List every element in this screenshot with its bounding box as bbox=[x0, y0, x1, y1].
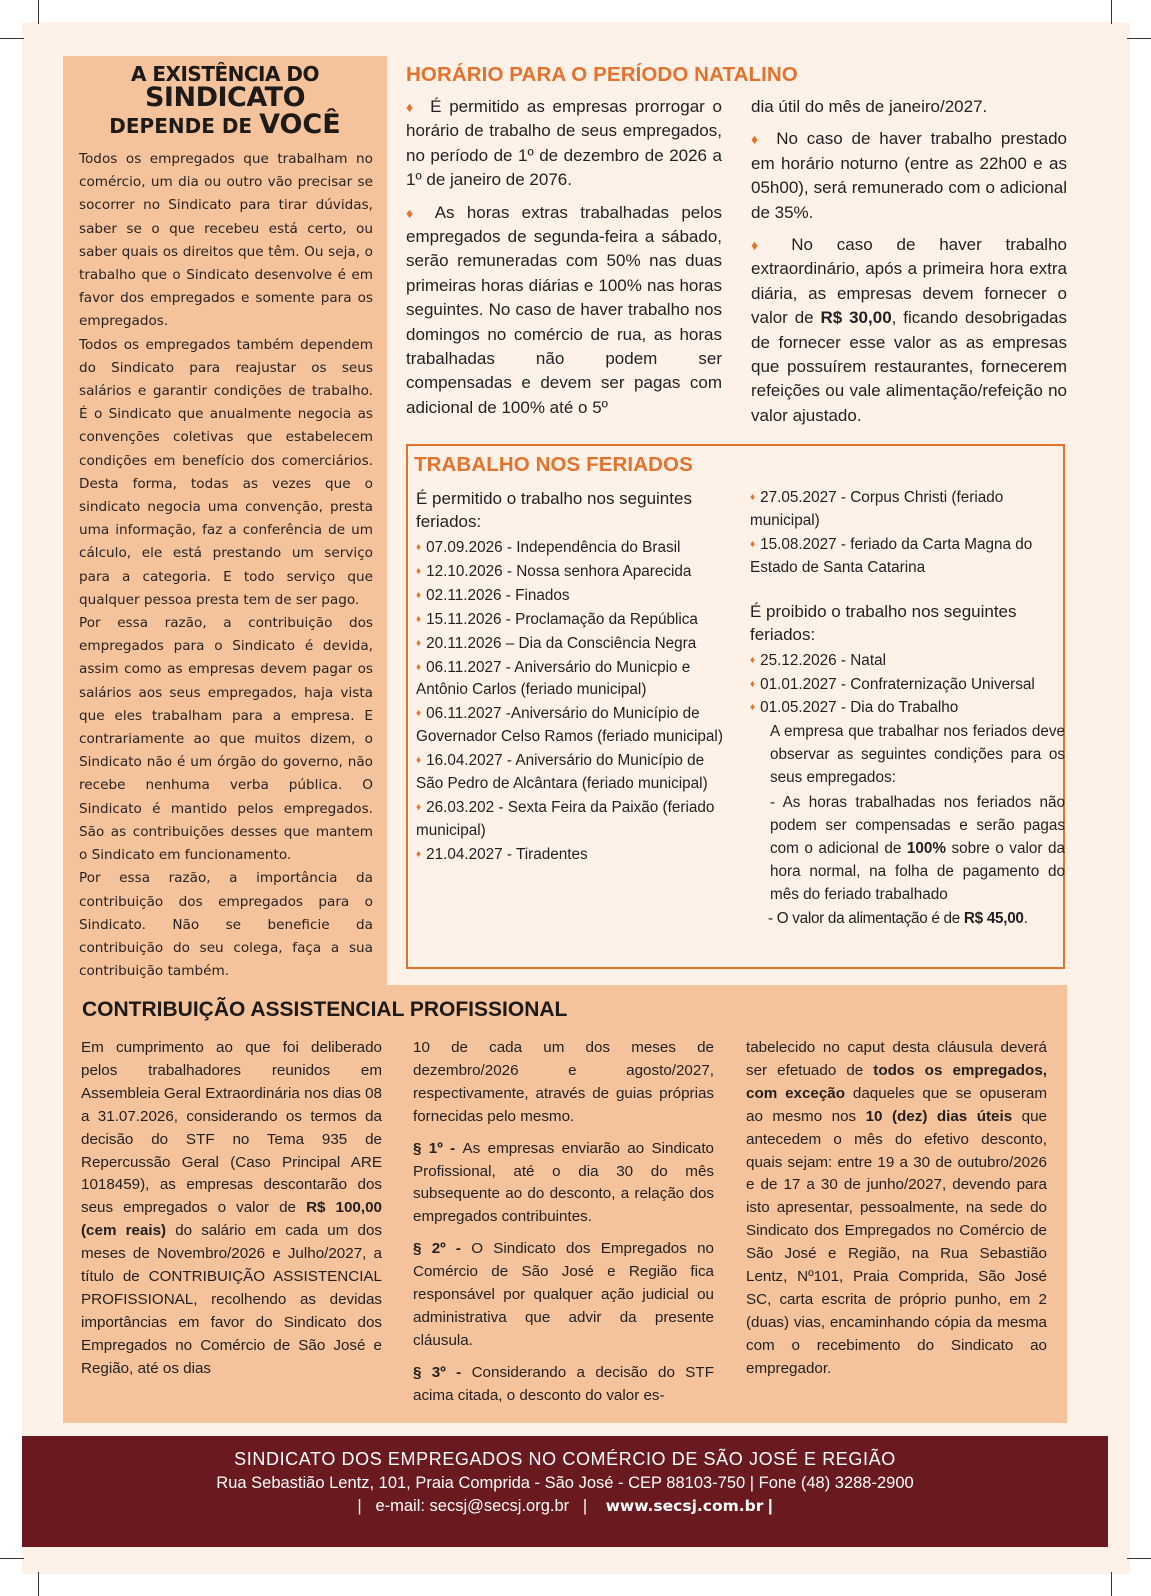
natalino-p4 bbox=[751, 233, 1067, 428]
paragraph-s3 bbox=[413, 1362, 714, 1408]
text: daqueles que se opuseram ao mesmo nos bbox=[746, 1084, 1048, 1125]
text: que antecedem o mês do efetivo desconto, quais sejam: entre 19 a 30 de outubro/2026 e de 17 a 30 de junho/2027, devendo para isto apresentar, pessoalmente, na sede do Sindicato dos Empregados no Comércio de São José e Região, na Rua Sebastião Lentz, Nº101, Praia Comprida, São José SC, carta escrita de próprio punho, em 2 (duas) vias, encaminhando cópia da mesma com o recebimento do Sindicato ao empregador. bbox=[746, 1107, 1047, 1377]
diamond-bullet-icon: ♦ bbox=[750, 678, 756, 690]
feriados-column-2 bbox=[750, 487, 1065, 931]
holiday-text: 25.12.2026 - Natal bbox=[760, 651, 886, 669]
title-part: VOCÊ bbox=[259, 109, 341, 140]
holiday-text: 07.09.2026 - Independência do Brasil bbox=[426, 539, 681, 556]
holiday-item bbox=[416, 844, 726, 867]
title-line-2 bbox=[63, 111, 387, 138]
crop-mark bbox=[0, 38, 24, 39]
value: 100% bbox=[906, 839, 946, 857]
natalino-p3 bbox=[751, 127, 1067, 225]
permitted-intro: É permitido o trabalho nos seguintes feriados: bbox=[416, 489, 692, 531]
diamond-bullet-icon: ♦ bbox=[406, 204, 421, 221]
title-part: A EXISTÊNCIA DO bbox=[130, 62, 320, 86]
text: É permitido as empresas prorrogar o horário de trabalho de seus empregados, no período de 1º de dezembro de 2026 a 1º de janeiro de 2076. bbox=[406, 97, 722, 190]
prohibited-intro: É proibido o trabalho nos seguintes feriados: bbox=[750, 601, 1017, 644]
contribuicao-column-1 bbox=[81, 1037, 382, 1390]
crop-mark bbox=[1111, 1572, 1112, 1596]
separator: | bbox=[582, 1497, 588, 1515]
sindicato-body bbox=[79, 148, 373, 983]
diamond-bullet-icon: ♦ bbox=[416, 565, 422, 577]
crop-mark bbox=[1127, 38, 1151, 39]
text: Considerando a decisão do STF acima citada, o desconto do valor es- bbox=[413, 1363, 714, 1404]
diamond-bullet-icon: ♦ bbox=[750, 492, 756, 503]
holiday-item bbox=[416, 537, 726, 560]
text: do salário em cada um dos meses de Novembro/2026 e Julho/2027, a título de CONTRIBUIÇÃO ASSISTENCIAL PROFISSIONAL, recolhendo as devidas importâncias em favor do Sindicato dos Empregados no Comércio de São José e Região, até os dias bbox=[81, 1222, 382, 1377]
paragraph: 10 de cada um dos meses de dezembro/2026 e agosto/2027, respectivamente, através de guias próprias fornecidas pelo mesmo. bbox=[413, 1039, 714, 1125]
holiday-text: 01.01.2027 - Confraternização Universal bbox=[760, 675, 1035, 693]
section-label: § 2º - bbox=[413, 1240, 472, 1258]
text: - O valor da alimentação é de bbox=[768, 909, 964, 927]
permitted-list-continued bbox=[750, 487, 1065, 580]
text: , ficando desobrigadas de fornecer esse valor as as empresas que possuírem restaurantes, fornecerem refeições ou vale alimentação/refeição no valor ajustado. bbox=[751, 308, 1068, 425]
holiday-text: 26.03.202 - Sexta Feira da Paixão (feriado municipal) bbox=[416, 798, 715, 839]
holiday-item bbox=[750, 534, 1065, 580]
text: . bbox=[1023, 909, 1028, 927]
separator: | bbox=[357, 1497, 362, 1515]
feriados-heading: TRABALHO NOS FERIADOS bbox=[414, 453, 693, 476]
crop-mark bbox=[1127, 1558, 1151, 1559]
section-label: § 3º - bbox=[413, 1363, 472, 1381]
contribuicao-heading: CONTRIBUIÇÃO ASSISTENCIAL PROFISSIONAL bbox=[82, 998, 568, 1021]
title-part: DEPENDE DE bbox=[109, 114, 260, 138]
text: sobre o valor da hora normal, na folha de pagamento do mês do feriado trabalhado bbox=[770, 839, 1065, 903]
value: 10 (dez) dias úteis bbox=[865, 1107, 1013, 1125]
text: As empresas enviarão ao Sindicato Profissional, até o dia 30 do mês subsequente ao do desconto, a relação dos empregados contribuintes. bbox=[413, 1139, 714, 1226]
paragraph: Todos os empregados que trabalham no comércio, um dia ou outro vão precisar se socorrer no Sindicato para tirar dúvidas, saber se o que recebeu está certo, ou saber quais os direitos que têm. Ou seja, o trabalho que o Sindicato desenvolve é em favor dos empregados e somente para os empregados. bbox=[79, 151, 373, 330]
text: - As horas trabalhadas nos feriados não podem ser compensadas e serão pagas com o adicional de bbox=[770, 794, 1065, 857]
contribuicao-column-2 bbox=[413, 1037, 714, 1417]
sindicato-panel bbox=[63, 56, 387, 990]
holiday-item bbox=[750, 650, 1065, 673]
holiday-item bbox=[416, 609, 726, 632]
holiday-text: 16.04.2027 - Aniversário do Município de São Pedro de Alcântara (feriado municipal) bbox=[416, 752, 708, 793]
diamond-bullet-icon: ♦ bbox=[406, 99, 417, 115]
footer-org-name: SINDICATO DOS EMPREGADOS NO COMÉRCIO DE SÃO JOSÉ E REGIÃO bbox=[234, 1449, 896, 1469]
holiday-item bbox=[416, 750, 726, 796]
footer bbox=[22, 1436, 1108, 1547]
paragraph bbox=[81, 1037, 382, 1381]
diamond-bullet-icon: ♦ bbox=[751, 237, 778, 254]
holiday-item bbox=[416, 585, 726, 608]
crop-mark bbox=[1111, 0, 1112, 24]
paragraph-s2 bbox=[413, 1238, 714, 1353]
diamond-bullet-icon: ♦ bbox=[416, 661, 422, 673]
footer-website-link[interactable]: www.secsj.com.br bbox=[605, 1497, 764, 1515]
diamond-bullet-icon: ♦ bbox=[750, 538, 756, 550]
diamond-bullet-icon: ♦ bbox=[416, 848, 422, 860]
text: O Sindicato dos Empregados no Comércio de São José e Região fica responsável por qualquer ação judicial ou administrativa que advir da presente cláusula. bbox=[413, 1240, 714, 1349]
value: todos os empregados, com exceção bbox=[746, 1061, 1047, 1102]
condition-1 bbox=[770, 792, 1065, 907]
value: R$ 30,00 bbox=[820, 308, 892, 328]
holiday-text: 15.08.2027 - feriado da Carta Magna do Estado de Santa Catarina bbox=[750, 535, 1033, 576]
diamond-bullet-icon: ♦ bbox=[416, 613, 422, 625]
holiday-text: 01.05.2027 - Dia do Trabalho bbox=[760, 699, 959, 717]
paragraph-s1 bbox=[413, 1138, 714, 1230]
text: As horas extras trabalhadas pelos empregados de segunda-feira a sábado, serão remuneradas com 50% nas duas primeiras horas diárias e 100% nas horas seguintes. No caso de haver trabalho nos domingos no comércio de rua, as horas trabalhadas não podem ser compensadas e devem ser pagas com adicional de 100% até o 5º bbox=[406, 202, 722, 417]
title-part: SINDICATO bbox=[144, 82, 306, 113]
title-line-1 bbox=[63, 64, 387, 111]
footer-email-link[interactable]: e-mail: secsj@secsj.org.br bbox=[375, 1497, 570, 1515]
holiday-item bbox=[416, 633, 726, 656]
permitted-list bbox=[416, 537, 726, 867]
holiday-text: 02.11.2026 - Finados bbox=[426, 586, 570, 604]
value: R$ 100,00 (cem reais) bbox=[81, 1199, 382, 1240]
holiday-text: 27.05.2027 - Corpus Christi (feriado municipal) bbox=[750, 489, 1004, 529]
paragraph: Por essa razão, a importância da contribuição dos empregados para o Sindicato. Não se beneficie da contribuição do seu colega, faça a sua contribuição também. bbox=[79, 870, 373, 980]
text: tabelecido no caput desta cláusula deverá ser efetuado de bbox=[746, 1039, 1047, 1079]
diamond-bullet-icon: ♦ bbox=[750, 654, 756, 666]
footer-contact bbox=[22, 1497, 1108, 1516]
natalino-heading: HORÁRIO PARA O PERÍODO NATALINO bbox=[406, 63, 798, 86]
conditions-intro: A empresa que trabalhar nos feriados deve observar as seguintes condições para os seus empregados: bbox=[770, 723, 1065, 787]
holiday-item bbox=[750, 697, 1065, 720]
text: Em cumprimento ao que foi deliberado pelos trabalhadores reunidos em Assembleia Geral Extraordinária nos dias 08 a 31.07.2026, considerando os termos da decisão do STF no Tema 935 de Repercussão Geral (Caso Principal ARE 1018459), as empresas descontarão dos seus empregados o valor de bbox=[81, 1039, 382, 1217]
paragraph: Todos os empregados também dependem do Sindicato para reajustar os seus salários e garantir condições de trabalho. É o Sindicato que anualmente negocia as convenções coletivas que estabelecem condições em benefício dos comerciários. Desta forma, todas as vezes que o sindicato negocia uma convenção, presta uma informação, faz a conferência de um cálculo, ele está prestando um serviço para a categoria. E todo serviço que qualquer pessoa presta tem de ser pago. bbox=[79, 336, 373, 608]
holiday-text: 12.10.2026 - Nossa senhora Aparecida bbox=[426, 562, 692, 580]
diamond-bullet-icon: ♦ bbox=[416, 589, 422, 601]
crop-mark bbox=[38, 1572, 39, 1596]
text: No caso de haver trabalho extraordinário, após a primeira hora extra diária, as empresas devem fornecer o valor de bbox=[751, 235, 1067, 328]
natalino-p1 bbox=[406, 95, 722, 193]
section-label: § 1º - bbox=[413, 1139, 463, 1157]
natalino-p2-cont: dia útil do mês de janeiro/2027. bbox=[751, 97, 988, 116]
feriados-column-1 bbox=[416, 487, 726, 868]
diamond-bullet-icon: ♦ bbox=[416, 708, 422, 720]
holiday-text: 20.11.2026 – Dia da Consciência Negra bbox=[426, 634, 697, 652]
holiday-item bbox=[750, 487, 1065, 533]
contribuicao-column-3 bbox=[746, 1037, 1047, 1390]
holiday-item bbox=[416, 703, 726, 749]
value: R$ 45,00 bbox=[963, 909, 1024, 927]
diamond-bullet-icon: ♦ bbox=[416, 755, 422, 767]
paragraph: Por essa razão, a contribuição dos empregados para o Sindicato é devida, assim como as empresas devem pagar os salários aos seus empregados, haja vista que eles trabalham para a empresa. E contrariamente ao que muitos dizem, o Sindicato não é um órgão do governo, não recebe nenhuma verba pública. O Sindicato é mantido pelos empregados. São as contribuições desses que mantem o Sindicato em funcionamento. bbox=[79, 615, 373, 864]
sindicato-title bbox=[63, 64, 387, 138]
diamond-bullet-icon: ♦ bbox=[750, 702, 756, 714]
holiday-item bbox=[416, 797, 726, 843]
holiday-text: 06.11.2027 -Aniversário do Município de Governador Celso Ramos (feriado municipal) bbox=[416, 705, 723, 746]
holiday-item bbox=[750, 674, 1065, 697]
natalino-column-2 bbox=[751, 95, 1067, 436]
diamond-bullet-icon: ♦ bbox=[416, 637, 422, 649]
holiday-text: 21.04.2027 - Tiradentes bbox=[426, 845, 588, 863]
natalino-column-1 bbox=[406, 95, 722, 428]
natalino-p2 bbox=[406, 201, 722, 421]
diamond-bullet-icon: ♦ bbox=[416, 542, 422, 553]
prohibited-list bbox=[750, 650, 1065, 721]
text: No caso de haver trabalho prestado em horário noturno (entre as 22h00 e as 05h00), será remunerado com o adicional de 35%. bbox=[751, 129, 1067, 222]
diamond-bullet-icon: ♦ bbox=[751, 131, 763, 148]
diamond-bullet-icon: ♦ bbox=[416, 801, 422, 813]
holiday-text: 06.11.2027 - Aniversário do Municpio e Antônio Carlos (feriado municipal) bbox=[416, 658, 691, 699]
holiday-item bbox=[416, 561, 726, 584]
separator: | bbox=[767, 1497, 773, 1515]
condition-2 bbox=[768, 908, 1065, 931]
crop-mark bbox=[38, 0, 39, 24]
holiday-item bbox=[416, 657, 726, 703]
paragraph bbox=[746, 1037, 1047, 1381]
footer-address: Rua Sebastião Lentz, 101, Praia Comprida - São José - CEP 88103-750 | Fone (48) 3288-2900 bbox=[216, 1474, 914, 1492]
crop-mark bbox=[0, 1558, 24, 1559]
holiday-text: 15.11.2026 - Proclamação da República bbox=[426, 610, 698, 628]
